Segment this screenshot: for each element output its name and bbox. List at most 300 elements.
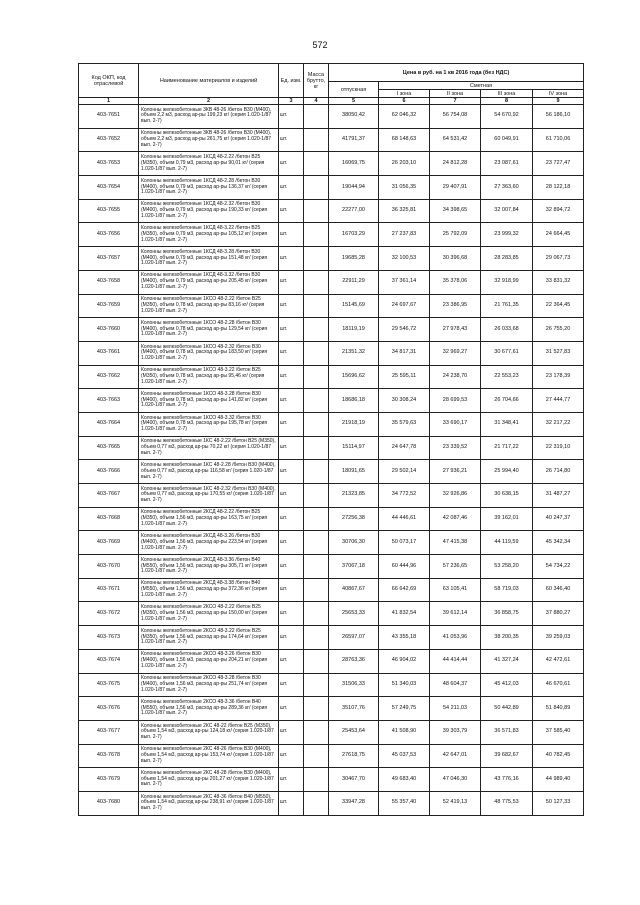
table-row (79, 460, 584, 484)
table-row (79, 365, 584, 389)
cell-release: 27618,75 (329, 744, 379, 768)
cell-z1: 35 579,63 (379, 412, 430, 436)
col-number: 6 (379, 98, 430, 105)
cell-release: 30467,70 (329, 768, 379, 792)
cell-code: 403-7665 (79, 436, 139, 460)
cell-code: 403-7661 (79, 341, 139, 365)
cell-code: 403-7654 (79, 176, 139, 200)
cell-code: 403-7653 (79, 152, 139, 176)
cell-name: Колонны железобетонные 2КСО 48-2.22 /бетон В25 (М350), объем 1,56 м3, расход ар-ры 150,00 кг/ (серия 1.020-1/87 вып. 2-7) (139, 602, 279, 626)
table-row (79, 199, 584, 223)
cell-unit: шт. (279, 555, 304, 579)
cell-z4: 60 346,40 (533, 578, 584, 602)
cell-z3: 38 200,35 (481, 626, 533, 650)
cell-code: 403-7675 (79, 673, 139, 697)
cell-z1: 57 249,75 (379, 697, 430, 721)
cell-z4: 39 259,03 (533, 626, 584, 650)
cell-release: 15145,69 (329, 294, 379, 318)
cell-mass (304, 176, 329, 200)
cell-z4: 28 122,18 (533, 176, 584, 200)
col-number: 3 (279, 98, 304, 105)
cell-unit: шт. (279, 105, 304, 129)
cell-name: Колонны железобетонные 2КС 48-36 /бетон В40 (М550), объем 1,54 м3, расход ар-ры 238,91 кг/ (серия 1.020-1/87 вып. 2-7) (139, 791, 279, 815)
cell-z3: 28 283,85 (481, 247, 533, 271)
header-zone-1: I зона (379, 90, 430, 98)
table-body (79, 105, 584, 816)
cell-code: 403-7651 (79, 105, 139, 129)
cell-name: Колонны железобетонные 1КСО 48-3.32 /бетон В30 (М400), объем 0,78 м3, расход ар-ры 195,78 кг/ (серия 1.020-1/87 вып. 2-7) (139, 412, 279, 436)
cell-unit: шт. (279, 744, 304, 768)
table-row (79, 270, 584, 294)
cell-name: Колонны железобетонные 2КСО 48-3.26 /бетон В30 (М400), объем 1,56 м3, расход ар-ры 204,21 кг/ (серия 1.020-1/87 вып. 2-7) (139, 649, 279, 673)
cell-unit: шт. (279, 649, 304, 673)
cell-z2: 54 211,03 (430, 697, 481, 721)
cell-z4: 33 831,32 (533, 270, 584, 294)
header-release: отпускная (329, 82, 379, 98)
cell-z1: 41 832,54 (379, 602, 430, 626)
cell-code: 403-7678 (79, 744, 139, 768)
cell-mass (304, 720, 329, 744)
cell-name: Колонны железобетонные 1КСД 48-2.22 /бетон В25 (М350), объем 0,79 м3, расход ар-ры 90,01 кг/ (серия 1.020-1/87 вып. 2-7) (139, 152, 279, 176)
cell-mass (304, 649, 329, 673)
cell-mass (304, 389, 329, 413)
table-row (79, 176, 584, 200)
header-estimate: Сметная (379, 82, 584, 90)
cell-z4: 46 670,61 (533, 673, 584, 697)
cell-z1: 41 508,90 (379, 720, 430, 744)
cell-z4: 61 710,06 (533, 128, 584, 152)
cell-release: 21323,85 (329, 484, 379, 508)
cell-unit: шт. (279, 531, 304, 555)
header-unit: Ед. изм. (279, 64, 304, 98)
cell-z2: 52 419,13 (430, 791, 481, 815)
cell-name: Колонны железобетонные 2КСО 48-3.22 /бетон В25 (М350), объем 1,56 м3, расход ар-ры 174,64 кг/ (серия 1.020-1/87 вып. 2-7) (139, 626, 279, 650)
cell-unit: шт. (279, 294, 304, 318)
cell-z3: 39 162,01 (481, 507, 533, 531)
cell-name: Колонны железобетонные 1КСО 48-2.22 /бетон В25 (М350), объем 0,78 м3, расход ар-ры 83,16 кг/ (серия 1.020-1/87 вып. 2-7) (139, 294, 279, 318)
cell-z4: 26 755,20 (533, 318, 584, 342)
cell-z2: 28 699,53 (430, 389, 481, 413)
cell-unit: шт. (279, 152, 304, 176)
cell-z3: 32 918,99 (481, 270, 533, 294)
cell-code: 403-7657 (79, 247, 139, 271)
cell-z2: 33 690,17 (430, 412, 481, 436)
cell-z3: 25 994,40 (481, 460, 533, 484)
cell-unit: шт. (279, 460, 304, 484)
cell-z4: 45 342,34 (533, 531, 584, 555)
cell-z3: 26 033,68 (481, 318, 533, 342)
cell-z1: 51 340,03 (379, 673, 430, 697)
col-number: 8 (481, 98, 533, 105)
cell-name: Колонны железобетонные 2КСД 48-3.36 /бетон В40 (М550), объем 1,56 м3, расход ар-ры 305,71 кг/ (серия 1.020-1/87 вып. 2-7) (139, 555, 279, 579)
table-row (79, 412, 584, 436)
cell-code: 403-7656 (79, 223, 139, 247)
cell-release: 37067,18 (329, 555, 379, 579)
cell-z1: 24 647,78 (379, 436, 430, 460)
cell-unit: шт. (279, 389, 304, 413)
cell-z4: 22 364,45 (533, 294, 584, 318)
cell-mass (304, 791, 329, 815)
cell-mass (304, 744, 329, 768)
table-row (79, 484, 584, 508)
cell-code: 403-7660 (79, 318, 139, 342)
table-row (79, 294, 584, 318)
cell-release: 16069,75 (329, 152, 379, 176)
cell-unit: шт. (279, 578, 304, 602)
cell-z4: 37 585,40 (533, 720, 584, 744)
cell-name: Колонны железобетонные 2КС 48-22 /бетон В25 (М350), объем 1,54 м3, расход ар-ры 124,18 кг/ (серия 1.020-1/87 вып. 2-7) (139, 720, 279, 744)
cell-code: 403-7677 (79, 720, 139, 744)
cell-z3: 21 761,35 (481, 294, 533, 318)
cell-z3: 30 677,61 (481, 341, 533, 365)
cell-z4: 54 734,22 (533, 555, 584, 579)
cell-release: 16703,29 (329, 223, 379, 247)
table-row (79, 555, 584, 579)
cell-z3: 36 858,75 (481, 602, 533, 626)
cell-unit: шт. (279, 128, 304, 152)
table-row (79, 341, 584, 365)
cell-release: 22911,29 (329, 270, 379, 294)
cell-z4: 40 247,37 (533, 507, 584, 531)
cell-unit: шт. (279, 247, 304, 271)
cell-release: 25453,64 (329, 720, 379, 744)
cell-name: Колонны железобетонные 1КСО 48-3.28 /бетон В30 (М400), объем 0,78 м3, расход ар-ры 141,82 кг/ (серия 1.020-1/87 вып. 2-7) (139, 389, 279, 413)
cell-unit: шт. (279, 673, 304, 697)
header-price-title: Цена в руб. на 1 кв 2016 года (без НДС) (329, 64, 584, 82)
cell-release: 19044,94 (329, 176, 379, 200)
cell-unit: шт. (279, 318, 304, 342)
cell-z2: 34 398,65 (430, 199, 481, 223)
cell-z4: 32 894,72 (533, 199, 584, 223)
cell-unit: шт. (279, 484, 304, 508)
cell-release: 31506,33 (329, 673, 379, 697)
cell-unit: шт. (279, 720, 304, 744)
cell-z2: 24 812,28 (430, 152, 481, 176)
cell-z2: 47 046,30 (430, 768, 481, 792)
cell-release: 35107,76 (329, 697, 379, 721)
cell-release: 25653,33 (329, 602, 379, 626)
table-row (79, 128, 584, 152)
cell-code: 403-7668 (79, 507, 139, 531)
cell-z2: 57 236,65 (430, 555, 481, 579)
table-row (79, 673, 584, 697)
cell-name: Колонны железобетонные 1КСД 48-2.32 /бетон В30 (М400), объем 0,79 м3, расход ар-ры 190,33 кг/ (серия 1.020-1/87 вып. 2-7) (139, 199, 279, 223)
cell-name: Колонны железобетонные 1КСД 48-3.22 /бетон В25 (М350), объем 0,79 м3, расход ар-ры 105,12 кг/ (серия 1.020-1/87 вып. 2-7) (139, 223, 279, 247)
cell-code: 403-7662 (79, 365, 139, 389)
cell-name: Колонны железобетонные 1КС 48-2.22 /бетон В25 (М350), объем 0,77 м3, расход ар-ры 70,22 кг/ (серия 1.020-1/87 вып. 2-7) (139, 436, 279, 460)
cell-code: 403-7680 (79, 791, 139, 815)
table-row (79, 697, 584, 721)
cell-z2: 27 978,43 (430, 318, 481, 342)
cell-z3: 50 442,89 (481, 697, 533, 721)
cell-mass (304, 341, 329, 365)
cell-mass (304, 626, 329, 650)
cell-z4: 24 664,45 (533, 223, 584, 247)
table-row (79, 507, 584, 531)
cell-mass (304, 507, 329, 531)
cell-release: 19685,28 (329, 247, 379, 271)
table-row (79, 626, 584, 650)
cell-z2: 25 792,09 (430, 223, 481, 247)
cell-name: Колонны железобетонные 2КС 48-28 /бетон В30 (М400), объем 1,54 м3, расход ар-ры 201,27 кг/ (серия 1.020-1/87 вып. 2-7) (139, 768, 279, 792)
header-mass: Масса брутто, кг (304, 64, 329, 98)
table-row (79, 531, 584, 555)
cell-z1: 60 444,96 (379, 555, 430, 579)
cell-z4: 31 527,83 (533, 341, 584, 365)
cell-name: Колонны железобетонные 1КС 48-2.32 /бетон В30 (М400), объем 0,77 м3, расход ар-ры 170,55 кг/ (серия 1.020-1/87 вып. 2-7) (139, 484, 279, 508)
cell-mass (304, 436, 329, 460)
col-number: 1 (79, 98, 139, 105)
cell-release: 30706,30 (329, 531, 379, 555)
cell-mass (304, 128, 329, 152)
cell-unit: шт. (279, 270, 304, 294)
table-row (79, 247, 584, 271)
col-number: 4 (304, 98, 329, 105)
cell-release: 18119,19 (329, 318, 379, 342)
cell-z1: 34 817,31 (379, 341, 430, 365)
cell-z1: 66 642,69 (379, 578, 430, 602)
col-number: 7 (430, 98, 481, 105)
header-name: Наименование материалов и изделий (139, 64, 279, 98)
cell-z3: 32 007,84 (481, 199, 533, 223)
header-zone-2: II зона (430, 90, 481, 98)
cell-unit: шт. (279, 602, 304, 626)
cell-mass (304, 555, 329, 579)
table-row (79, 105, 584, 129)
cell-z3: 31 348,41 (481, 412, 533, 436)
cell-z3: 41 327,24 (481, 649, 533, 673)
table-row (79, 720, 584, 744)
cell-release: 15114,97 (329, 436, 379, 460)
cell-name: Колонны железобетонные 2КСД 48-3.26 /бетон В30 (М400), объем 1,56 м3, расход ар-ры 223,54 кг/ (серия 1.020-1/87 вып. 2-7) (139, 531, 279, 555)
cell-z1: 30 308,24 (379, 389, 430, 413)
cell-z2: 64 531,42 (430, 128, 481, 152)
cell-release: 41791,37 (329, 128, 379, 152)
cell-code: 403-7667 (79, 484, 139, 508)
cell-mass (304, 697, 329, 721)
cell-name: Колонны железобетонные 1КСО 48-2.32 /бетон В30 (М400), объем 0,78 м3, расход ар-ры 183,50 кг/ (серия 1.020-1/87 вып. 2-7) (139, 341, 279, 365)
cell-code: 403-7673 (79, 626, 139, 650)
cell-z1: 32 100,53 (379, 247, 430, 271)
table-row (79, 152, 584, 176)
cell-z4: 32 217,22 (533, 412, 584, 436)
cell-z1: 45 037,53 (379, 744, 430, 768)
cell-z1: 25 595,11 (379, 365, 430, 389)
cell-release: 22277,00 (329, 199, 379, 223)
cell-mass (304, 247, 329, 271)
cell-z3: 58 719,03 (481, 578, 533, 602)
cell-code: 403-7669 (79, 531, 139, 555)
page-number: 572 (312, 40, 328, 50)
cell-z4: 26 714,80 (533, 460, 584, 484)
cell-z4: 31 487,27 (533, 484, 584, 508)
table-row (79, 768, 584, 792)
cell-z3: 21 717,22 (481, 436, 533, 460)
cell-z2: 42 647,01 (430, 744, 481, 768)
cell-mass (304, 294, 329, 318)
cell-z2: 35 378,06 (430, 270, 481, 294)
cell-z3: 43 776,16 (481, 768, 533, 792)
cell-z2: 32 969,27 (430, 341, 481, 365)
cell-unit: шт. (279, 223, 304, 247)
cell-z4: 44 989,40 (533, 768, 584, 792)
cell-name: Колонны железобетонные 2КСД 48-3.38 /бетон В40 (М550), объем 1,56 м3, расход ар-ры 372,36 кг/ (серия 1.020-1/87 вып. 2-7) (139, 578, 279, 602)
cell-z4: 42 472,61 (533, 649, 584, 673)
cell-z2: 39 612,14 (430, 602, 481, 626)
header-code: Код ОКП, код отраслевой (79, 64, 139, 98)
cell-name: Колонны железобетонные 1КС 48-2.28 /бетон В30 (М400), объем 0,77 м3, расход ар-ры 116,58 кг/ (серия 1.020-1/87 вып. 2-7) (139, 460, 279, 484)
cell-code: 403-7663 (79, 389, 139, 413)
cell-mass (304, 365, 329, 389)
cell-z1: 55 357,40 (379, 791, 430, 815)
cell-release: 18686,18 (329, 389, 379, 413)
cell-z2: 23 386,95 (430, 294, 481, 318)
price-table (78, 63, 584, 816)
cell-release: 33947,28 (329, 791, 379, 815)
cell-z4: 29 067,73 (533, 247, 584, 271)
cell-name: Колонны железобетонные 2КСО 48-3.36 /бетон В40 (М550), объем 1,56 м3, расход ар-ры 289,36 кг/ (серия 1.020-1/87 вып. 2-7) (139, 697, 279, 721)
header-zone-3: III зона (481, 90, 533, 98)
table-row (79, 602, 584, 626)
cell-code: 403-7676 (79, 697, 139, 721)
table-row (79, 744, 584, 768)
cell-z3: 26 704,66 (481, 389, 533, 413)
cell-z3: 27 363,60 (481, 176, 533, 200)
cell-z1: 34 772,52 (379, 484, 430, 508)
cell-z3: 44 119,59 (481, 531, 533, 555)
table-row (79, 389, 584, 413)
cell-mass (304, 105, 329, 129)
cell-z3: 22 553,23 (481, 365, 533, 389)
cell-name: Колонны железобетонные 3КВ 48-26 /бетон В30 (М400), объем 2,2 м3, расход ар-ры 261,75 кг/ (серия 1.020-1/87 вып. 2-7) (139, 128, 279, 152)
cell-release: 21351,32 (329, 341, 379, 365)
cell-mass (304, 531, 329, 555)
cell-name: Колонны железобетонные 1КСД 48-3.28 /бетон В30 (М400), объем 0,79 м3, расход ар-ры 151,48 кг/ (серия 1.020-1/87 вып. 2-7) (139, 247, 279, 271)
cell-mass (304, 223, 329, 247)
cell-code: 403-7672 (79, 602, 139, 626)
cell-code: 403-7670 (79, 555, 139, 579)
table-row (79, 436, 584, 460)
cell-z3: 60 049,91 (481, 128, 533, 152)
table-row (79, 223, 584, 247)
cell-z2: 44 414,44 (430, 649, 481, 673)
cell-z2: 63 105,41 (430, 578, 481, 602)
cell-unit: шт. (279, 768, 304, 792)
cell-z3: 53 258,20 (481, 555, 533, 579)
cell-z2: 32 926,86 (430, 484, 481, 508)
cell-mass (304, 484, 329, 508)
cell-z1: 62 046,32 (379, 105, 430, 129)
cell-z1: 68 148,63 (379, 128, 430, 152)
cell-z3: 54 670,92 (481, 105, 533, 129)
cell-z1: 44 446,61 (379, 507, 430, 531)
cell-z2: 27 936,21 (430, 460, 481, 484)
cell-unit: шт. (279, 697, 304, 721)
cell-release: 15696,62 (329, 365, 379, 389)
cell-z4: 22 319,10 (533, 436, 584, 460)
cell-release: 38050,42 (329, 105, 379, 129)
cell-code: 403-7674 (79, 649, 139, 673)
cell-release: 21918,19 (329, 412, 379, 436)
col-number: 9 (533, 98, 584, 105)
cell-mass (304, 673, 329, 697)
cell-z4: 27 444,77 (533, 389, 584, 413)
cell-unit: шт. (279, 341, 304, 365)
cell-z2: 29 407,91 (430, 176, 481, 200)
cell-name: Колонны железобетонные 2КС 48-26 /бетон В30 (М400), объем 1,54 м3, расход ар-ры 153,74 кг/ (серия 1.020-1/87 вып. 2-7) (139, 744, 279, 768)
cell-z4: 37 880,27 (533, 602, 584, 626)
cell-z2: 24 238,70 (430, 365, 481, 389)
cell-unit: шт. (279, 412, 304, 436)
cell-z1: 50 073,17 (379, 531, 430, 555)
cell-z1: 37 361,14 (379, 270, 430, 294)
cell-mass (304, 578, 329, 602)
table-row (79, 649, 584, 673)
cell-mass (304, 768, 329, 792)
cell-code: 403-7655 (79, 199, 139, 223)
cell-code: 403-7658 (79, 270, 139, 294)
cell-unit: шт. (279, 507, 304, 531)
cell-unit: шт. (279, 199, 304, 223)
cell-z3: 23 087,61 (481, 152, 533, 176)
cell-unit: шт. (279, 626, 304, 650)
cell-mass (304, 199, 329, 223)
cell-release: 40867,67 (329, 578, 379, 602)
col-number: 5 (329, 98, 379, 105)
cell-unit: шт. (279, 436, 304, 460)
cell-mass (304, 412, 329, 436)
cell-z2: 39 303,79 (430, 720, 481, 744)
cell-unit: шт. (279, 365, 304, 389)
cell-z4: 23 178,39 (533, 365, 584, 389)
cell-z4: 23 727,47 (533, 152, 584, 176)
cell-z1: 36 325,81 (379, 199, 430, 223)
cell-release: 28763,36 (329, 649, 379, 673)
cell-mass (304, 270, 329, 294)
cell-z4: 50 127,33 (533, 791, 584, 815)
cell-z3: 30 638,15 (481, 484, 533, 508)
cell-release: 18091,65 (329, 460, 379, 484)
cell-z2: 30 396,68 (430, 247, 481, 271)
cell-code: 403-7666 (79, 460, 139, 484)
cell-code: 403-7679 (79, 768, 139, 792)
cell-z1: 31 056,35 (379, 176, 430, 200)
cell-mass (304, 318, 329, 342)
cell-release: 26597,07 (329, 626, 379, 650)
cell-mass (304, 152, 329, 176)
cell-z2: 47 415,38 (430, 531, 481, 555)
cell-z1: 24 697,67 (379, 294, 430, 318)
cell-code: 403-7659 (79, 294, 139, 318)
cell-code: 403-7664 (79, 412, 139, 436)
cell-z1: 46 904,02 (379, 649, 430, 673)
header-zone-4: IV зона (533, 90, 584, 98)
cell-name: Колонны железобетонные 1КСД 48-3.32 /бетон В30 (М400), объем 0,79 м3, расход ар-ры 205,45 кг/ (серия 1.020-1/87 вып. 2-7) (139, 270, 279, 294)
cell-unit: шт. (279, 791, 304, 815)
cell-z2: 41 053,96 (430, 626, 481, 650)
cell-z1: 26 203,10 (379, 152, 430, 176)
cell-z4: 40 782,45 (533, 744, 584, 768)
cell-release: 27256,38 (329, 507, 379, 531)
cell-mass (304, 460, 329, 484)
cell-name: Колонны железобетонные 1КСО 48-3.22 /бетон В25 (М350), объем 0,78 м3, расход ар-ры 95,46 кг/ (серия 1.020-1/87 вып. 2-7) (139, 365, 279, 389)
cell-code: 403-7652 (79, 128, 139, 152)
cell-z2: 48 604,37 (430, 673, 481, 697)
cell-z3: 23 999,32 (481, 223, 533, 247)
cell-z1: 29 502,14 (379, 460, 430, 484)
cell-z3: 45 412,03 (481, 673, 533, 697)
cell-z1: 27 237,83 (379, 223, 430, 247)
